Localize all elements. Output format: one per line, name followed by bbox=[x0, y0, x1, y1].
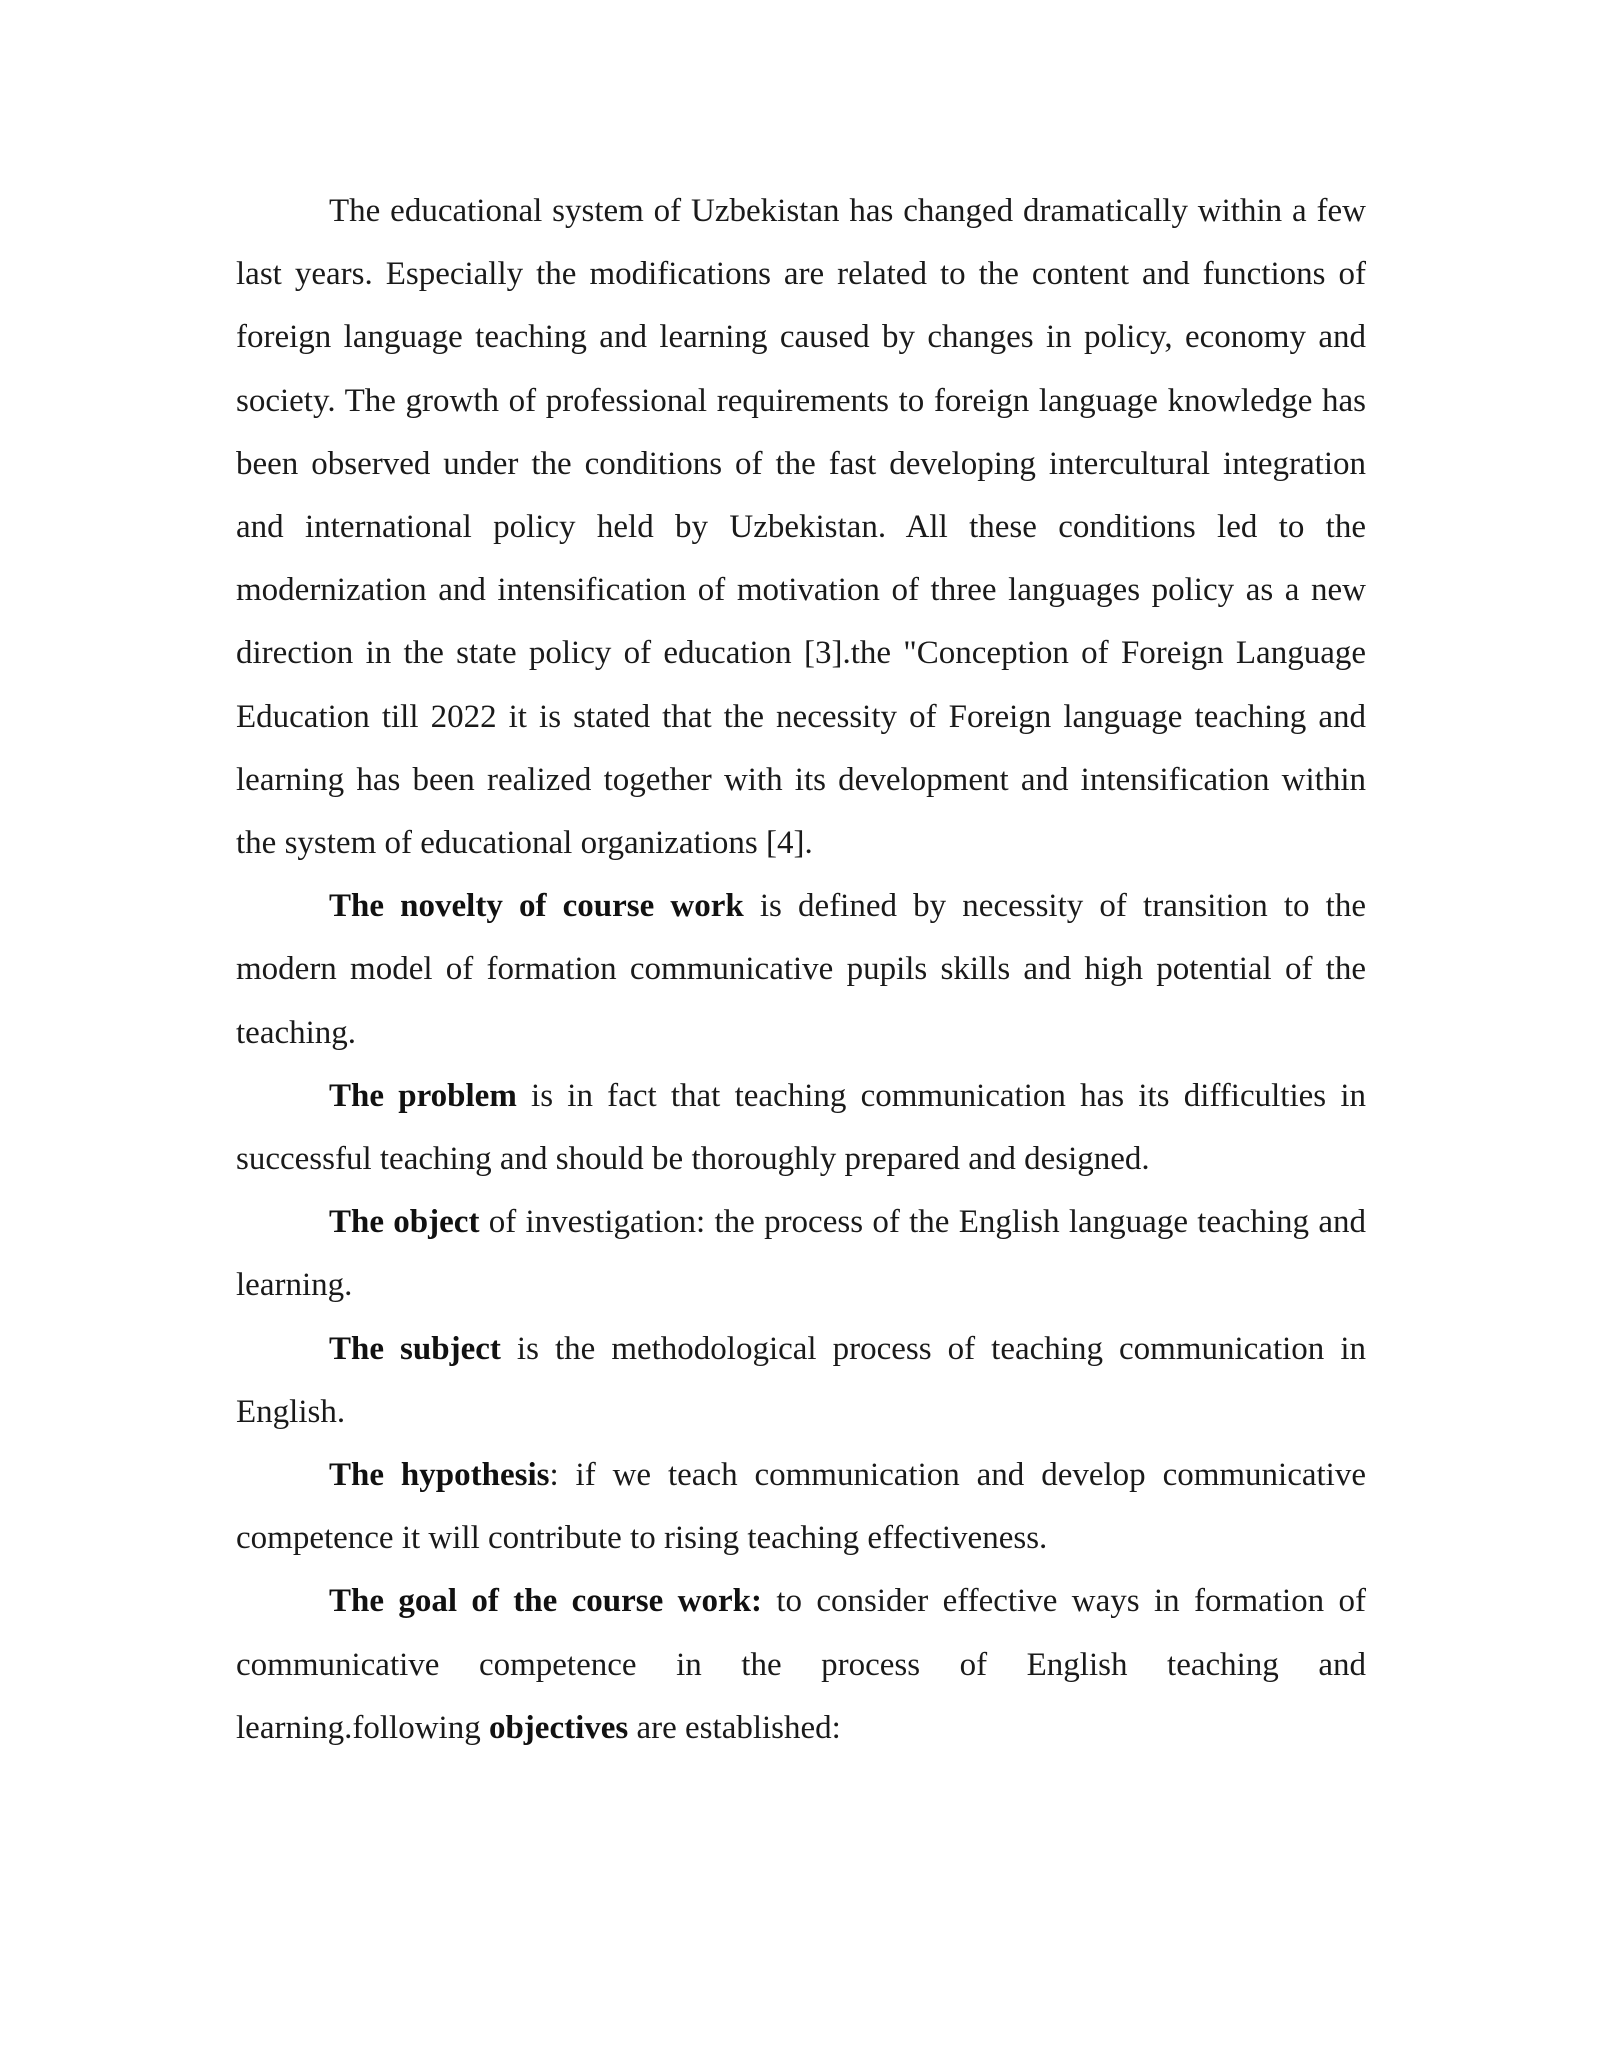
objectives-text: are established: bbox=[628, 1709, 841, 1746]
paragraph-problem bbox=[236, 1065, 1366, 1191]
subject-heading: The subject bbox=[329, 1330, 501, 1367]
problem-text: is in fact that teaching communication has its difficulties in successful teaching and should be thoroughly prepared and designed. bbox=[236, 1077, 1367, 1178]
paragraph-novelty bbox=[236, 875, 1366, 1065]
intro-text: The educational system of Uzbekistan has changed dramatically within a few last years. Especially the modifications are related to the content and functions of foreign language teaching and learning caused by changes in policy, economy and society. The growth of professional requirements to foreign language knowledge has been observed under the conditions of the fast developing intercultural integration and international policy held by Uzbekistan. All these conditions led to the modernization and intensification of motivation of three languages policy as a new direction in the state policy of education [3].the "Conception of Foreign Language Education till 2022 it is stated that the necessity of Foreign language teaching and learning has been realized together with its development and intensification within the system of educational organizations [4]. bbox=[236, 193, 1366, 862]
problem-heading: The problem bbox=[329, 1077, 517, 1114]
paragraph-hypothesis bbox=[236, 1444, 1366, 1570]
novelty-heading: The novelty of course work bbox=[329, 888, 744, 925]
hypothesis-text: : if we teach communication and develop communicative competence it will contribute to rising teaching effectiveness. bbox=[236, 1457, 1366, 1557]
hypothesis-heading: The hypothesis bbox=[329, 1457, 550, 1494]
object-text: of investigation: the process of the English language teaching and learning. bbox=[236, 1204, 1366, 1304]
paragraph-goal bbox=[236, 1570, 1366, 1760]
document-body bbox=[236, 180, 1366, 1760]
paragraph-subject bbox=[236, 1318, 1366, 1444]
paragraph-object bbox=[236, 1191, 1366, 1317]
goal-heading: The goal of the course work: bbox=[329, 1583, 762, 1620]
object-heading: The object bbox=[329, 1204, 480, 1241]
objectives-heading: objectives bbox=[488, 1709, 629, 1746]
paragraph-intro bbox=[236, 180, 1366, 875]
novelty-text: is defined by necessity of transition to the modern model of formation communicative pupils skills and high potential of the teaching. bbox=[236, 888, 1366, 1051]
goal-text: to consider effective ways in formation of communicative competence in the process of English teaching and learning.following bbox=[236, 1583, 1366, 1746]
subject-text: is the methodological process of teaching communication in English. bbox=[236, 1330, 1366, 1430]
